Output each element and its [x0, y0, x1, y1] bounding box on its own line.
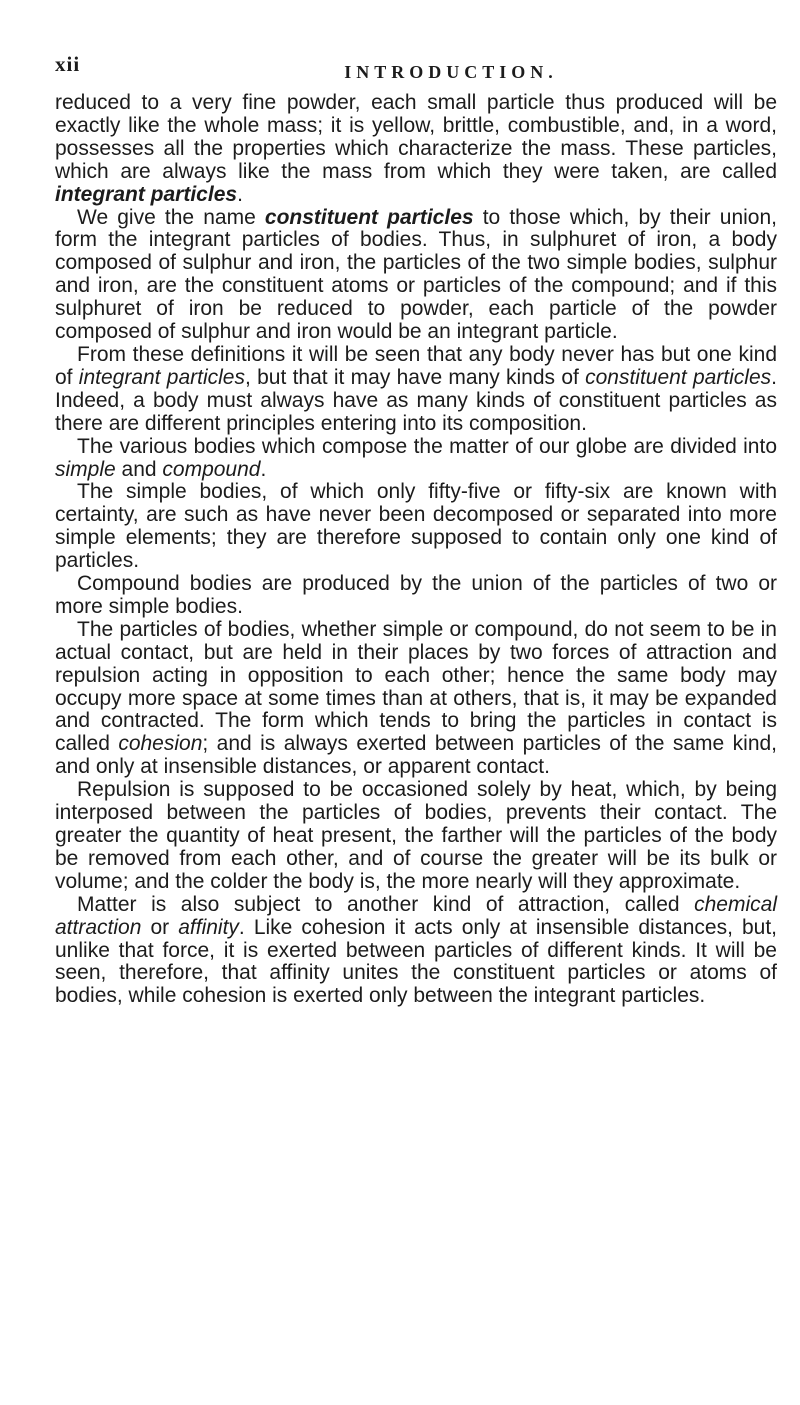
- emphasis: constituent particles: [585, 365, 772, 389]
- term-constituent-particles: constituent particles: [264, 205, 474, 229]
- emphasis: chemical attraction: [55, 892, 777, 939]
- emphasis: integrant particles: [78, 365, 245, 389]
- paragraph: The particles of bodies, whether simple or compound, do not seem to be in actual contact, but are held in their places by two forces of attraction and repulsion acting in opposition to each other; hence the same body may occupy more space at some times than at others, that is, it may be expanded and contracted. The form which tends to bring the particles in contact is called cohesion; and is always exerted between particles of the same kind, and only at insensible distances, or apparent contact.: [55, 617, 778, 779]
- paragraph: Repulsion is supposed to be occasioned solely by heat, which, by being interposed between the particles of bodies, prevents their contact. The greater the quantity of heat present, the farther will the particles of the body be removed from each other, and of course the greater will be its bulk or volume; and the colder the body is, the more nearly will they approximate.: [55, 778, 777, 893]
- page-header: [55, 52, 777, 92]
- paragraph: From these definitions it will be seen that any body never has but one kind of integrant particles, but that it may have many kinds of constituent particles. Indeed, a body must always have as many kinds of constituent particles as there are different principles entering into its composition.: [55, 342, 777, 435]
- paragraph: The various bodies which compose the matter of our globe are divided into simple and compound.: [55, 434, 777, 481]
- paragraph: Compound bodies are produced by the union of the particles of two or more simple bodies.: [55, 572, 777, 618]
- book-page: [55, 52, 777, 1008]
- term-integrant-particles: integrant particles: [55, 182, 238, 206]
- paragraph: The simple bodies, of which only fifty-five or fifty-six are known with certainty, are such as have never been decomposed or separated into more simple elements; they are therefore supposed to contain only one kind of particles.: [55, 480, 777, 573]
- paragraph: We give the name constituent particles to those which, by their union, form the integrant particles of bodies. Thus, in sulphuret of iron, a body composed of sulphur and iron, the particles of the two simple bodies, sulphur and iron, are the constituent atoms or particles of the compound; and if this sulphuret of iron be reduced to powder, each particle of the powder composed of sulphur and iron would be an integrant particle.: [55, 205, 777, 344]
- paragraph: Matter is also subject to another kind of attraction, called chemical attraction or affinity. Like cohesion it acts only at insensible distances, but, unlike that force, it is exerted between particles of different kinds. It will be seen, therefore, that affinity unites the constituent particles or atoms of bodies, while cohesion is exerted only between the integrant particles.: [55, 892, 778, 1008]
- paragraph: reduced to a very fine powder, each small particle thus produced will be exactly like the whole mass; it is yellow, brittle, combustible, and, in a word, possesses all the properties which characterize the mass. These particles, which are always like the mass from which they were taken, are called integrant particles.: [55, 91, 777, 206]
- body-text: [55, 92, 777, 1008]
- emphasis: cohesion: [118, 732, 203, 756]
- emphasis: simple: [55, 457, 116, 481]
- emphasis: affinity: [178, 915, 239, 939]
- emphasis: compound: [162, 457, 261, 481]
- running-head: INTRODUCTION.: [344, 62, 558, 82]
- page-number: xii: [55, 52, 81, 76]
